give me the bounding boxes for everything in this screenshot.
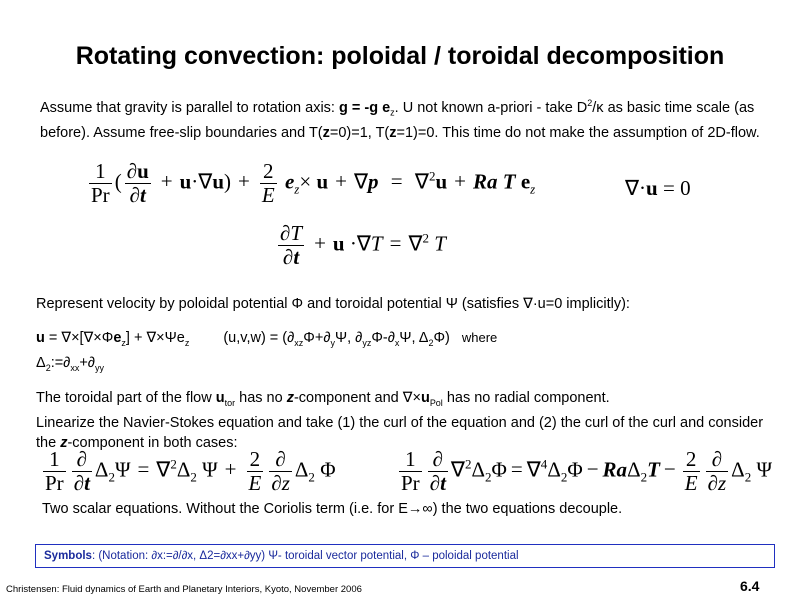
ez-symbol: e [113,330,122,346]
toroidal-equation: $\frac{1}{Pr}$ $\frac{\partial}{\partial t}$ $\Delta_2\Psi = \nabla^2\Delta_2$ Ψ + $\frac{2}{E}$ $\frac{\partial}{\partial z}$ $\Delta_2$ Φ [45,447,336,495]
toroidal-text-5: Linearize the Navier-Stokes equation and take (1) the curl of the equation and (2) the curl of the curl and consider the [36,414,764,451]
toroidal-text-6: -component in both cases: [67,434,238,451]
ez-sub-2: z [184,337,190,348]
components-part-3: Ψ, ∂ [334,330,363,346]
components-sub-2: y [330,337,335,348]
intro-paragraph [40,93,775,143]
toroidal-text-4: has no radial component. [442,390,610,406]
components-sub-5: 2 [428,337,434,348]
components-sub-3: yz [362,337,372,348]
symbols-box [35,544,775,568]
toroidal-z2: z [60,434,68,451]
delta-part-3: +∂ [79,354,95,371]
components-part-1: (u,v,w) = (∂ [223,330,295,346]
components-part-6: Φ) [433,330,450,346]
slide-number: 6.4 [740,578,760,594]
delta-sub-3: yy [94,362,104,373]
toroidal-z: z [286,390,294,406]
pol-sub: Pol [429,397,443,408]
toroidal-paragraph [36,388,776,453]
heat-equation: $\frac{\partial T}{\partial t}$ + u ·∇T = ∇$^2$ T [280,221,446,269]
footer-citation: Christensen: Fluid dynamics of Earth and Planetary Interiors, Kyoto, November 2006 [6,584,362,595]
components-part-2: Φ+∂ [303,330,331,346]
represent-text: Represent velocity by poloidal potential Φ and toroidal potential Ψ (satisfies ∇·u=0 implicitly): [36,296,630,312]
delta-def: Δ [36,354,46,371]
u-pol: u [420,390,430,406]
slide-title: Rotating convection: poloidal / toroidal decomposition [75,42,725,70]
continuity-equation: ∇·u = 0 [625,176,691,200]
ez-sub: z [121,337,126,348]
conclusion-text: Two scalar equations. Without the Coriolis term (i.e. for E→∞) the two equations decouple. [42,501,623,517]
symbols-label: Symbols [44,550,92,562]
momentum-equation: $\frac{1}{Pr}$ ( $\frac{\partial u}{\partial t}$ + u·∇u) + $\frac{2}{E}$ $e_z\times u + \nabla p = \nabla^2u + Ra$ T $e_z$ [91,159,536,207]
tor-sub: tor [224,397,236,408]
decomp-part-2: ] + ∇×Ψe [125,330,185,346]
decomposition-line [36,328,776,378]
decomp-part-1: = ∇×[∇×Φ [44,330,114,346]
where-word: where [461,330,498,345]
intro-text-2: . U not known a-priori - take D [394,99,588,116]
u-tor: u [215,390,225,406]
components-sub-4: x [394,337,400,348]
toroidal-text-3: -component and ∇× [293,390,421,406]
toroidal-text-1: The toroidal part of the flow [36,390,216,406]
intro-text-5: =1)=0. This time do not make the assumption of 2D-flow. [396,124,760,141]
u-symbol: u [36,330,45,346]
gravity-equation: g = -g e [339,99,391,116]
components-part-5: Ψ, Δ [399,330,429,346]
toroidal-text-2: has no [235,390,287,406]
gravity-sub: z [390,107,395,118]
intro-text-3: /κ as basic time scale (as before). Assume free-slip boundaries and T( [40,99,755,141]
components-part-4: Φ-∂ [371,330,395,346]
components-sub-1: xz [294,337,304,348]
symbols-text: : (Notation: ∂x:=∂/∂x, Δ2=∂xx+∂yy) Ψ- toroidal vector potential, Φ – poloidal potential [91,550,519,562]
intro-z1: z [322,124,330,141]
intro-z2: z [389,124,397,141]
delta-part-2: :=∂ [50,354,71,371]
delta-sub: 2 [45,362,51,373]
intro-sup: 2 [587,98,593,108]
poloidal-equation: $\frac{1}{Pr}$ $\frac{\partial}{\partial t}$ $\nabla^2\Delta_2\Phi = \nabla^4\Delta_2\Phi - Ra\Delta_2T$ − $\frac{2}{E}$ $\frac{\partial}{\partial z}$ $\Delta_2$ Ψ [401,447,772,495]
intro-text-4: =0)=1, T( [329,124,390,141]
intro-text-1: Assume that gravity is parallel to rotation axis: [40,99,339,116]
delta-sub-2: xx [70,362,80,373]
